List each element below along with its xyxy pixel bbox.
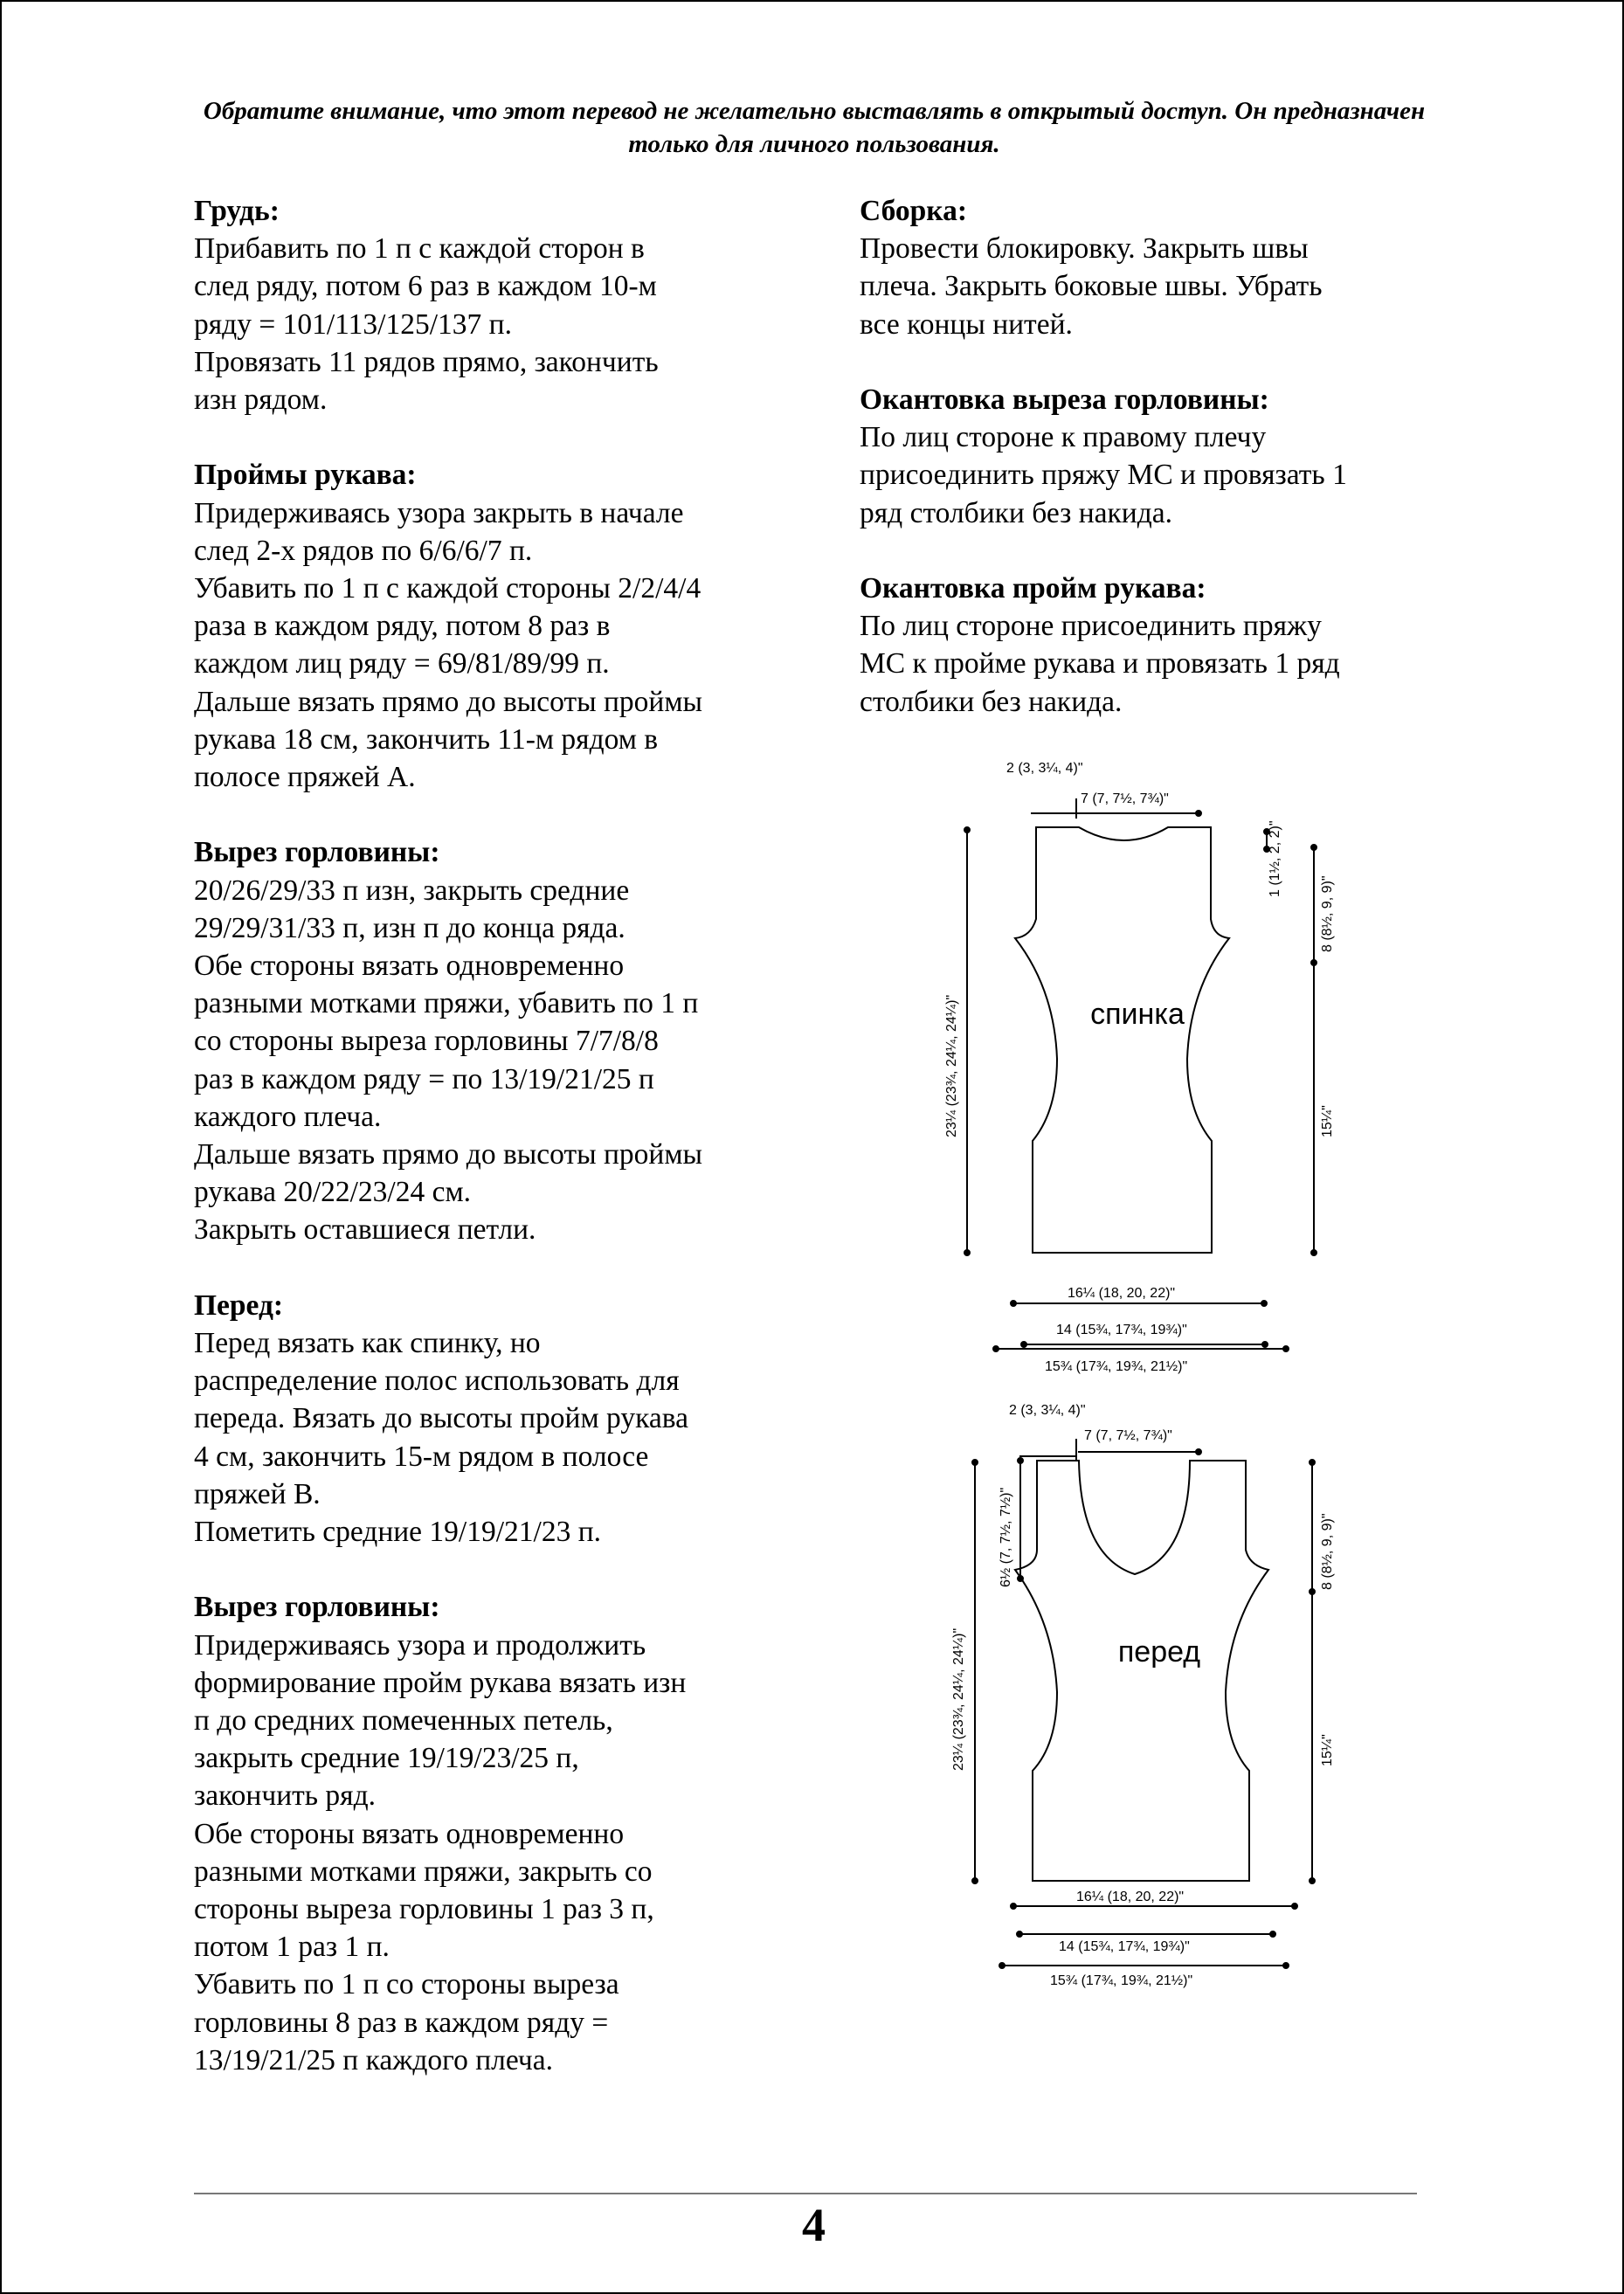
section-line: разными мотками пряжи, убавить по 1 п: [194, 987, 699, 1020]
section-title: Вырез горловины:: [194, 1591, 440, 1624]
section-line: пряжей В.: [194, 1477, 321, 1510]
section-line: столбики без накида.: [860, 685, 1123, 718]
schematics: [919, 753, 1356, 2020]
instruction-section: [194, 1287, 805, 1551]
front-neck-label: 7 (7, 7½, 7¾)": [1084, 1428, 1172, 1443]
front-waist-label: 14 (15¾, 17¾, 19¾)": [1059, 1939, 1190, 1954]
section-title: Окантовка выреза горловины:: [860, 383, 1269, 416]
notice-text: Обратите внимание, что этот перевод не желательно выставлять в открытый доступ. Он предназначен только для личного пользования.: [203, 97, 1426, 158]
back-label: спинка: [1090, 998, 1185, 1031]
section-line: Убавить по 1 п со стороны выреза: [194, 1968, 619, 2001]
back-body-outline: [1015, 827, 1229, 1253]
section-line: изн рядом.: [194, 383, 328, 417]
section-line: ряду = 101/113/125/137 п.: [194, 307, 512, 341]
right-column: [860, 192, 1436, 758]
section-line: закончить ряд.: [194, 1779, 377, 1813]
instruction-section: [194, 1588, 805, 2079]
instruction-section: [194, 192, 805, 418]
section-line: Убавить по 1 п с каждой стороны 2/2/4/4: [194, 572, 701, 605]
section-title: Грудь:: [194, 195, 280, 227]
section-line: горловины 8 раз в каждом ряду =: [194, 2006, 609, 2039]
front-neck-depth-label: 6½ (7, 7½, 7½)": [999, 1487, 1013, 1587]
section-line: присоединить пряжу МС и провязать 1: [860, 459, 1347, 492]
section-line: формирование пройм рукава вязать изн: [194, 1666, 687, 1699]
section-line: п до средних помеченных петель,: [194, 1704, 613, 1738]
back-schematic: [964, 798, 1316, 1351]
section-line: ряд столбики без накида.: [860, 496, 1172, 529]
section-line: стороны выреза горловины 1 раз 3 п,: [194, 1893, 654, 1926]
section-line: след 2-х рядов по 6/6/6/7 п.: [194, 534, 533, 567]
section-line: закрыть средние 19/19/23/25 п,: [194, 1742, 579, 1775]
front-length-label: 23¼ (23¾, 24¼, 24¼)": [951, 1627, 966, 1771]
section-line: 29/29/31/33 п, изн п до конца ряда.: [194, 911, 625, 944]
section-line: след ряду, потом 6 раз в каждом 10-м: [194, 270, 657, 303]
section-line: рукава 18 см, закончить 11-м рядом в: [194, 722, 659, 756]
back-armhole-label: 8 (8½, 9, 9)": [1320, 875, 1335, 952]
section-line: Обе стороны вязать одновременно: [194, 1817, 625, 1850]
front-armhole-label: 8 (8½, 9, 9)": [1320, 1513, 1335, 1590]
section-title: Перед:: [194, 1289, 284, 1322]
section-line: Закрыть оставшиеся петли.: [194, 1213, 536, 1247]
front-label: перед: [1117, 1635, 1201, 1669]
instruction-section: [860, 192, 1436, 343]
section-line: Пометить средние 19/19/21/23 п.: [194, 1516, 602, 1549]
instruction-section: [860, 570, 1436, 721]
back-shoulder-label: 2 (3, 3¼, 4)": [1006, 761, 1083, 776]
section-line: Придерживаясь узора закрыть в начале: [194, 496, 684, 529]
section-line: переда. Вязать до высоты пройм рукава: [194, 1402, 688, 1435]
left-column: [194, 192, 805, 2117]
section-line: распределение полос использовать для: [194, 1365, 680, 1398]
section-line: полосе пряжей А.: [194, 761, 416, 794]
section-line: 4 см, закончить 15-м рядом в полосе: [194, 1440, 649, 1473]
front-bust-label: 15¾ (17¾, 19¾, 21½)": [1050, 1973, 1193, 1988]
section-title: Проймы рукава:: [194, 459, 417, 492]
section-line: все концы нитей.: [860, 307, 1073, 341]
front-shoulder-label: 2 (3, 3¼, 4)": [1009, 1403, 1086, 1418]
section-line: Обе стороны вязать одновременно: [194, 950, 625, 983]
section-line: со стороны выреза горловины 7/7/8/8: [194, 1025, 659, 1058]
page-number: 4: [802, 2199, 826, 2251]
instruction-section: [194, 833, 805, 1248]
section-line: Провести блокировку. Закрыть швы: [860, 232, 1309, 266]
instruction-section: [194, 456, 805, 796]
section-line: Придерживаясь узора и продолжить: [194, 1628, 646, 1662]
section-line: разными мотками пряжи, закрыть со: [194, 1855, 653, 1888]
front-body-outline: [1015, 1461, 1268, 1881]
section-line: 13/19/21/25 п каждого плеча.: [194, 2043, 553, 2076]
section-line: МС к пройме рукава и провязать 1 ряд: [860, 647, 1340, 681]
section-line: Провязать 11 рядов прямо, закончить: [194, 345, 659, 378]
front-hem-label: 16¼ (18, 20, 22)": [1076, 1890, 1185, 1904]
section-title: Окантовка пройм рукава:: [860, 572, 1206, 605]
section-line: Прибавить по 1 п с каждой сторон в: [194, 232, 645, 266]
back-hem-label: 16¼ (18, 20, 22)": [1068, 1286, 1176, 1301]
section-line: По лиц стороне к правому плечу: [860, 421, 1267, 454]
section-title: Вырез горловины:: [194, 836, 440, 869]
back-side-label: 15¼": [1320, 1105, 1335, 1137]
section-line: плеча. Закрыть боковые швы. Убрать: [860, 270, 1323, 303]
section-line: потом 1 раз 1 п.: [194, 1931, 390, 1964]
back-bust-label: 15¾ (17¾, 19¾, 21½)": [1045, 1359, 1188, 1374]
section-line: каждом лиц ряду = 69/81/89/99 п.: [194, 647, 610, 681]
section-line: раза в каждом ряду, потом 8 раз в: [194, 610, 611, 643]
back-waist-label: 14 (15¾, 17¾, 19¾)": [1056, 1323, 1187, 1337]
section-line: раз в каждом ряду = по 13/19/21/25 п: [194, 1062, 654, 1095]
section-line: Перед вязать как спинку, но: [194, 1327, 541, 1360]
instruction-section: [860, 381, 1436, 532]
back-neck-depth-label: 1 (1½, 2, 2)": [1268, 820, 1282, 897]
front-side-label: 15¼": [1320, 1734, 1335, 1766]
section-line: 20/26/29/33 п изн, закрыть средние: [194, 874, 630, 907]
back-length-label: 23¼ (23¾, 24¼, 24¼)": [944, 994, 959, 1137]
section-line: каждого плеча.: [194, 1100, 382, 1133]
section-line: Дальше вязать прямо до высоты проймы: [194, 1138, 703, 1171]
section-line: По лиц стороне присоединить пряжу: [860, 610, 1322, 643]
section-title: Сборка:: [860, 195, 967, 227]
section-line: рукава 20/22/23/24 см.: [194, 1176, 472, 1209]
back-neck-label: 7 (7, 7½, 7¾)": [1081, 791, 1169, 806]
section-line: Дальше вязать прямо до высоты проймы: [194, 685, 703, 718]
